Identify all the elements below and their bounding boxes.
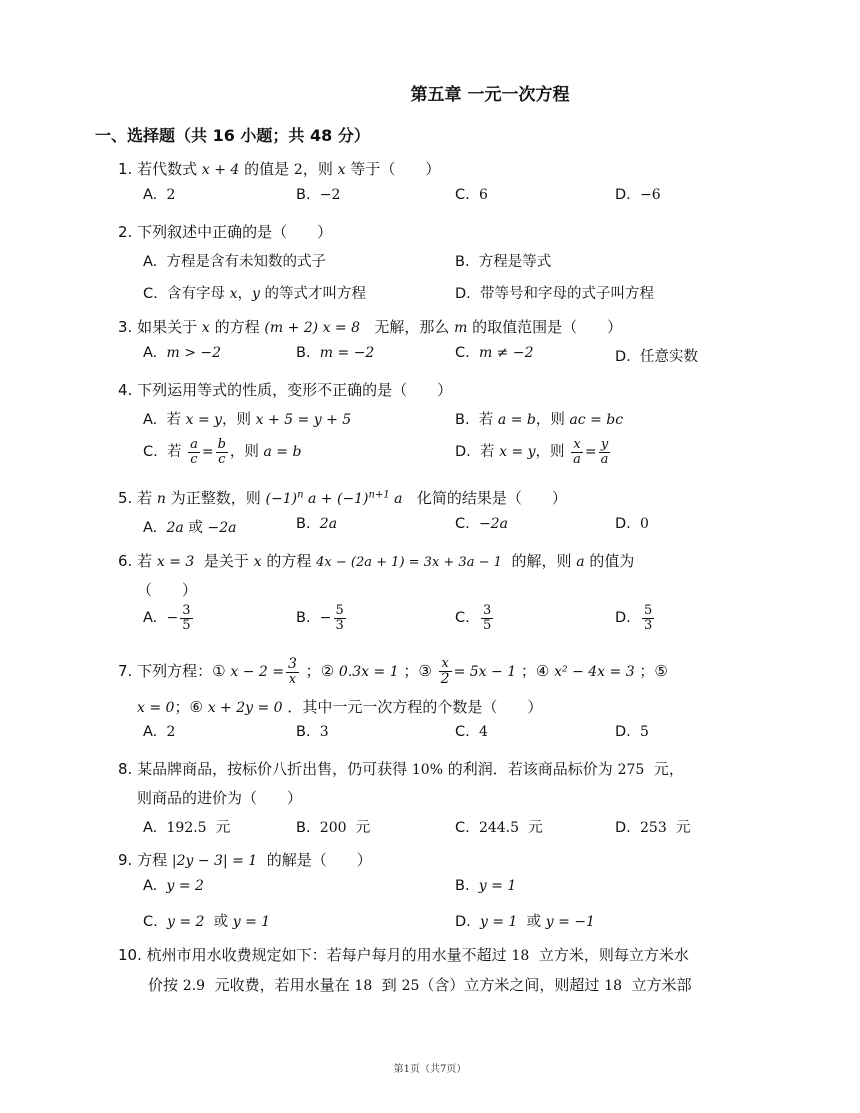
option-label: C. <box>143 286 158 302</box>
option-c <box>143 910 270 931</box>
option-b <box>455 408 623 429</box>
option-text: ，则 <box>535 412 565 428</box>
denominator: 3 <box>335 617 344 633</box>
option-label: D. <box>615 610 631 627</box>
numerator: y <box>599 438 611 453</box>
option-text: ，则 <box>229 444 259 461</box>
option-value: −2a <box>478 516 508 532</box>
numerator: b <box>217 437 226 452</box>
option-label: A. <box>143 878 158 894</box>
question-text: 是关于 <box>203 552 249 570</box>
denominator: c <box>190 451 198 467</box>
math-expression: y = 1 <box>232 914 271 930</box>
denominator: a <box>600 451 609 467</box>
section-heading: 一、选择题（共 16 小题；共 48 分） <box>95 126 370 145</box>
question-4 <box>118 379 452 400</box>
circled-number: ⑤ <box>654 662 668 681</box>
question-text: 的利润．若该商品标价为 <box>447 760 613 778</box>
math-expression: x² − 4x = 3 <box>554 664 635 681</box>
option-a <box>143 408 351 429</box>
question-number: 6. <box>118 552 133 570</box>
numerator: 5 <box>644 603 653 618</box>
math-expression: 18 <box>604 978 623 994</box>
math-expression: 10% <box>411 762 444 778</box>
option-label: D. <box>455 914 471 930</box>
option-label: B. <box>296 345 311 361</box>
option-b <box>296 724 329 740</box>
question-text: 的方程 <box>266 552 312 570</box>
option-label: D. <box>615 724 631 740</box>
option-label: C. <box>455 820 470 836</box>
option-d <box>455 910 595 931</box>
option-d <box>615 816 690 837</box>
option-label: B. <box>296 724 311 740</box>
math-expression: x + 2y = 0 <box>207 700 283 716</box>
option-value: m ≠ −2 <box>478 345 534 361</box>
math-expression: 2a <box>166 520 184 536</box>
question-10-continued <box>148 974 692 995</box>
numerator: 5 <box>335 603 344 618</box>
unit: 元 <box>528 820 543 836</box>
option-label: A. <box>143 724 158 740</box>
question-8 <box>118 758 684 779</box>
question-10 <box>118 944 689 965</box>
math-expression: 18 <box>511 948 530 964</box>
punctuation: ； <box>639 662 655 681</box>
option-label: D. <box>455 444 471 461</box>
math-expression: x = y <box>185 412 223 428</box>
math-expression: (m + 2) x = 8 <box>264 320 360 336</box>
option-d <box>615 724 649 740</box>
option-text: 若 <box>478 412 494 428</box>
option-a <box>143 187 175 203</box>
option-b <box>296 187 340 203</box>
question-text: 立方米部 <box>631 976 692 994</box>
question-text: 元， <box>653 760 684 778</box>
math-expression: n <box>156 491 166 507</box>
option-value: 253 <box>640 820 667 836</box>
math-expression: a = b <box>497 412 536 428</box>
math-expression: a <box>576 554 585 570</box>
math-expression: x = 3 <box>156 554 195 570</box>
option-value: 200 <box>319 820 347 836</box>
math-expression: 2.9 <box>182 978 206 994</box>
option-label: A. <box>143 820 158 836</box>
question-text: 某品牌商品，按标价八折出售，仍可获得 <box>137 760 408 778</box>
math-expression: x = y <box>499 444 536 461</box>
math-expression: 18 <box>354 978 373 994</box>
math-expression: y = 1 <box>480 914 518 930</box>
minus-sign: − <box>319 610 332 627</box>
question-text: 的值是 <box>244 160 290 178</box>
question-number: 9. <box>118 851 133 869</box>
question-text: 价按 <box>148 976 179 994</box>
minus-sign: − <box>166 610 179 627</box>
question-text: 元收费，若用水量在 <box>214 976 350 994</box>
question-3 <box>118 316 622 337</box>
math-expression: 275 <box>617 762 645 778</box>
math-expression: y = −1 <box>545 914 595 930</box>
question-number: 1. <box>118 160 133 178</box>
option-value: y = 1 <box>478 878 517 894</box>
math-expression: x − 2 = <box>230 664 284 681</box>
option-a <box>143 604 195 632</box>
math-expression: = 5x − 1 <box>453 664 517 681</box>
option-value: 的等式才叫方程 <box>264 286 366 302</box>
question-text: 立方米，则每立方米水 <box>538 946 689 964</box>
question-text: 若代数式 <box>137 160 198 178</box>
punctuation: ； <box>174 698 190 716</box>
option-text: 若 <box>480 444 495 461</box>
math-expression: x + 5 = y + 5 <box>255 412 352 428</box>
option-text: 若 <box>166 412 181 428</box>
denominator: x <box>288 671 297 687</box>
option-label: B. <box>296 610 311 627</box>
option-value: 2 <box>166 724 176 740</box>
option-c <box>143 282 366 303</box>
denominator: a <box>573 451 581 467</box>
question-text: 下列运用等式的性质，变形不正确的是（ ） <box>137 381 453 399</box>
question-text: ，则 <box>302 160 333 178</box>
option-d: D. 若 x = y，则 $\frac{x}{a}$ = $\frac{y}{a}$ <box>455 437 609 467</box>
option-d <box>615 187 661 203</box>
question-text: 等于（ ） <box>350 160 441 178</box>
question-8-continued: 则商品的进价为（ ） <box>137 789 303 807</box>
option-label: C. <box>455 724 470 740</box>
fraction <box>439 657 452 686</box>
fraction <box>599 438 611 466</box>
question-6-paren: （ ） <box>137 581 198 599</box>
math-expression: 25 <box>401 978 420 994</box>
option-text: 或 <box>526 914 542 930</box>
option-value: 任意实数 <box>640 349 698 365</box>
option-label: A. <box>143 187 158 203</box>
question-1 <box>118 158 440 179</box>
math-expression: y = 2 <box>166 914 205 930</box>
option-label: D. <box>615 516 631 532</box>
question-text: 为正整数，则 <box>170 489 261 507</box>
fraction <box>216 438 228 466</box>
option-value: 3 <box>319 724 329 740</box>
option-value: −2 <box>319 187 341 203</box>
option-value: 2 <box>166 187 176 203</box>
option-value: 4 <box>478 724 488 740</box>
question-text: 的值为 <box>589 552 635 570</box>
question-number: 5. <box>118 489 133 507</box>
option-value: m = −2 <box>319 345 375 361</box>
math-expression: x + 4 <box>201 162 240 178</box>
math-expression: −2a <box>207 520 237 536</box>
option-c <box>455 187 488 203</box>
option-label: B. <box>296 516 311 532</box>
option-text: ，则 <box>535 444 565 461</box>
question-text: 化简的结果是（ ） <box>416 489 567 507</box>
option-value: 方程是等式 <box>478 254 552 270</box>
numerator: 3 <box>182 603 191 618</box>
question-text: 的解是（ ） <box>266 851 372 869</box>
denominator: 3 <box>644 617 653 633</box>
option-a <box>143 516 236 537</box>
option-label: A. <box>143 412 158 428</box>
option-c <box>455 516 508 532</box>
fraction <box>571 438 583 466</box>
option-a <box>143 878 204 894</box>
option-value: y = 2 <box>166 878 204 894</box>
option-label: B. <box>296 820 311 836</box>
option-value: 5 <box>640 724 649 740</box>
option-d <box>615 604 656 632</box>
option-value: 带等号和字母的式子叫方程 <box>480 286 654 302</box>
question-number: 3. <box>118 318 133 336</box>
option-label: C. <box>143 444 158 461</box>
punctuation: ； <box>403 662 419 681</box>
question-text: 若 <box>137 489 153 507</box>
fraction <box>642 604 654 632</box>
option-text: 若 <box>166 444 182 461</box>
option-b <box>455 878 516 894</box>
question-7 <box>118 657 668 686</box>
question-text: 下列叙述中正确的是（ ） <box>137 223 333 241</box>
option-a <box>143 345 221 361</box>
option-c: C. 若 $\frac{a}{c}$ = $\frac{b}{c}$ ，则 a = b <box>143 437 302 467</box>
question-6 <box>118 550 634 571</box>
math-expression: 0.3x = 1 <box>338 664 399 681</box>
numerator: x <box>571 438 583 453</box>
math-expression: y <box>251 286 260 302</box>
option-label: C. <box>455 187 470 203</box>
math-expression: x <box>337 162 346 178</box>
option-a <box>143 250 326 271</box>
question-number: 10. <box>118 946 142 964</box>
question-number: 7. <box>118 662 133 681</box>
option-text: 或 <box>213 914 229 930</box>
question-text: 方程 <box>137 851 168 869</box>
option-c <box>455 345 534 361</box>
option-label: D. <box>615 187 631 203</box>
punctuation: ； <box>520 662 536 681</box>
math-expression: x <box>201 320 210 336</box>
circled-number: ④ <box>535 662 550 681</box>
option-label: B. <box>455 878 470 894</box>
math-expression: ac = bc <box>569 412 624 428</box>
numerator: a <box>190 437 198 452</box>
numerator: 3 <box>482 603 492 618</box>
fraction <box>481 604 493 632</box>
question-5 <box>118 487 567 508</box>
denominator: 5 <box>482 617 492 633</box>
option-label: D. <box>615 820 631 836</box>
option-b <box>296 345 374 361</box>
option-text: ，则 <box>222 412 252 428</box>
denominator: c <box>218 451 226 467</box>
punctuation: ； <box>305 662 321 681</box>
option-c <box>455 816 543 837</box>
option-value: 0 <box>640 516 649 532</box>
option-c <box>455 724 488 740</box>
option-label: D. <box>455 286 471 302</box>
question-number: 8. <box>118 760 133 778</box>
option-b <box>455 250 551 271</box>
option-value: 方程是含有未知数的式子 <box>166 254 326 270</box>
option-d <box>455 282 654 303</box>
option-c <box>455 604 495 632</box>
option-value: 192.5 <box>166 820 207 836</box>
page-footer: 第1页（共7页） <box>393 1064 467 1075</box>
math-expression: 2 <box>293 162 303 178</box>
circled-number: ⑥ <box>189 698 203 716</box>
option-b <box>296 604 348 632</box>
math-expression: |2y − 3| = 1 <box>171 853 258 869</box>
option-label: C. <box>143 914 158 930</box>
question-2 <box>118 221 332 242</box>
option-value: −6 <box>640 187 661 203</box>
circled-number: ① <box>212 662 226 681</box>
fraction <box>286 657 299 686</box>
option-a <box>143 816 230 837</box>
option-d <box>615 516 649 532</box>
question-text: 杭州市用水收费规定如下：若每户每月的用水量不超过 <box>146 946 507 964</box>
numerator: x <box>439 657 452 672</box>
question-9 <box>118 849 372 870</box>
fraction <box>180 604 192 632</box>
math-expression: a = b <box>263 444 302 461</box>
math-expression: m <box>454 320 468 336</box>
option-value: 6 <box>478 187 488 203</box>
option-value: m > −2 <box>166 345 222 361</box>
option-label: A. <box>143 520 158 536</box>
question-7-continued <box>137 696 542 717</box>
unit: 元 <box>675 820 691 836</box>
option-label: C. <box>455 610 470 627</box>
math-expression: x = 0 <box>137 700 175 716</box>
denominator: 2 <box>440 670 450 687</box>
question-number: 4. <box>118 381 133 399</box>
math-expression: $(-1)^n$ $a + (-1)^{n+1}$ a <box>265 489 403 507</box>
option-label: A. <box>143 345 158 361</box>
option-label: B. <box>296 187 311 203</box>
question-text: 无解，那么 <box>374 318 450 336</box>
question-number: 2. <box>118 223 133 241</box>
option-value: 2a <box>319 516 338 532</box>
denominator: 5 <box>182 617 191 633</box>
question-text: ．其中一元一次方程的个数是（ ） <box>287 698 543 716</box>
question-text: 到 <box>381 976 397 994</box>
question-text: （含）立方米之间，则超过 <box>419 976 600 994</box>
option-label: A. <box>143 254 158 270</box>
option-label: B. <box>455 412 470 428</box>
math-expression: x <box>229 286 238 302</box>
option-label: C. <box>455 345 470 361</box>
circled-number: ③ <box>418 662 432 681</box>
option-label: B. <box>455 254 470 270</box>
option-label: C. <box>455 516 470 532</box>
question-text: 的解，则 <box>511 552 572 570</box>
option-d <box>615 345 698 366</box>
unit: 元 <box>215 820 231 836</box>
numerator: 3 <box>287 656 297 672</box>
question-text: 如果关于 <box>137 318 198 336</box>
question-text: 下列方程： <box>137 662 213 681</box>
option-label: D. <box>615 349 631 365</box>
option-label: A. <box>143 610 158 627</box>
option-value: 含有字母 <box>166 286 225 302</box>
option-b <box>296 816 370 837</box>
option-value: 244.5 <box>478 820 520 836</box>
question-text: 若 <box>137 552 153 570</box>
fraction <box>188 438 200 466</box>
punctuation: ， <box>237 286 252 302</box>
option-a <box>143 724 175 740</box>
option-text: 或 <box>188 520 203 536</box>
math-expression: x <box>253 554 262 570</box>
option-b <box>296 516 337 532</box>
page-title: 第五章 一元一次方程 <box>410 85 570 105</box>
fraction <box>334 604 346 632</box>
unit: 元 <box>355 820 371 836</box>
math-expression: 4x − (2a + 1) = 3x + 3a − 1 <box>316 555 502 570</box>
question-text: 的方程 <box>214 318 260 336</box>
circled-number: ② <box>320 662 335 681</box>
question-text: 的取值范围是（ ） <box>472 318 623 336</box>
